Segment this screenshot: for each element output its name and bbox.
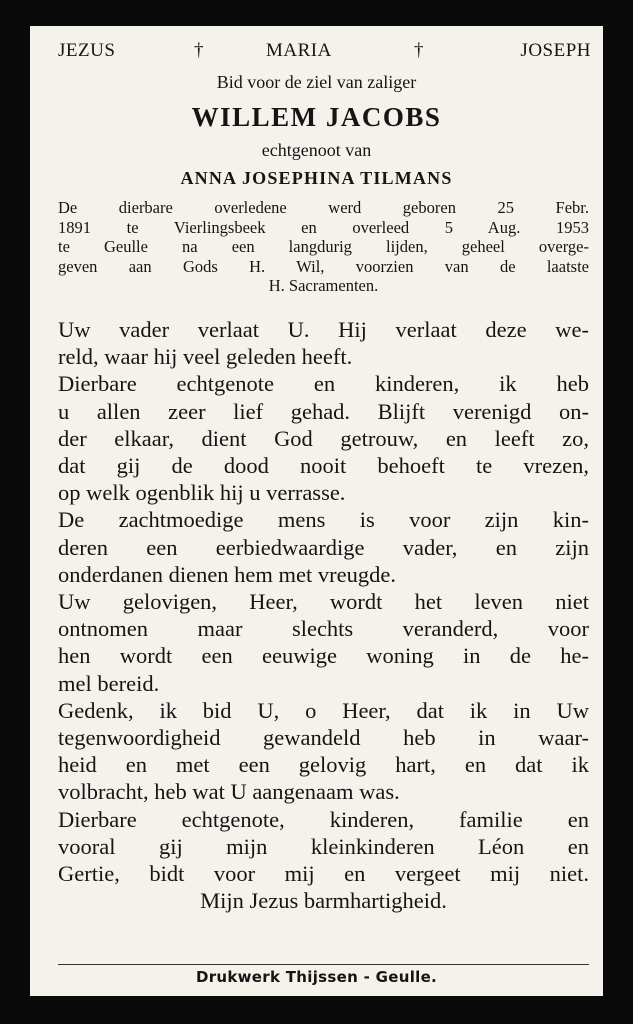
verse-line: Uw gelovigen, Heer, wordt het leven niet [58,589,589,615]
verse-line: u allen zeer lief gehad. Blijft verenigd on- [58,398,589,424]
biography [58,198,589,296]
biography-line: H. Sacramenten. [268,276,379,295]
verse-line: reld, waar hij veel geleden heeft. [58,344,353,370]
verse-line: Mijn Jezus barmhartigheid. [200,888,447,914]
cross-left-icon: † [194,40,204,61]
verse-line: hen wordt een eeuwige woning in de he- [58,643,589,669]
biography-line: 1891 te Vierlingsbeek en overleed 5 Aug. 1953 [58,217,589,237]
verse [58,316,589,914]
verse-line: onderdanen dienen hem met vreugde. [58,561,396,587]
printer-credit: Drukwerk Thijssen - Geulle. [195,968,438,986]
header-joseph: JOSEPH [520,40,591,61]
biography-line: te Geulle na een langdurig lijden, geheel overge- [58,237,589,256]
cross-right-icon: † [414,40,424,61]
verse-line: heid en met een gelovig hart, en dat ik [58,752,589,778]
biography-line: geven aan Gods H. Wil, voorzien van de laatste [58,256,589,276]
memorial-card [30,26,603,996]
prayer-line: Bid voor de ziel van zaliger [216,72,417,92]
spouse-label: echtgenoot van [261,140,372,160]
verse-line: volbracht, heb wat U aangenaam was. [58,779,400,805]
verse-line: Uw vader verlaat U. Hij verlaat deze we- [58,317,589,342]
verse-line: vooral gij mijn kleinkinderen Léon en [58,833,589,859]
header-jezus: JEZUS [58,40,116,61]
verse-line: tegenwoordigheid gewandeld heb in waar- [58,725,589,751]
header-maria: MARIA [266,40,332,61]
verse-line: deren een eerbiedwaardige vader, en zijn [58,534,589,560]
biography-line: De dierbare overledene werd geboren 25 Febr. [58,198,589,217]
verse-line: mel bereid. [58,670,160,696]
verse-line: Dierbare echtgenote, kinderen, familie en [58,806,589,832]
deceased-name: WILLEM JACOBS [191,102,442,132]
verse-line: De zachtmoedige mens is voor zijn kin- [58,507,589,533]
verse-line: Gedenk, ik bid U, o Heer, dat ik in Uw [58,697,589,723]
verse-line: Gertie, bidt voor mij en vergeet mij niet. [58,861,589,887]
verse-line: ontnomen maar slechts veranderd, voor [58,616,589,642]
divider [58,964,589,965]
verse-line: dat gij de dood nooit behoeft te vrezen, [58,453,589,479]
spouse-name: ANNA JOSEPHINA TILMANS [180,168,453,188]
header-row [30,40,603,66]
verse-line: Dierbare echtgenote en kinderen, ik heb [58,371,589,397]
verse-line: der elkaar, dient God getrouw, en leeft zo, [58,425,589,451]
verse-line: op welk ogenblik hij u verrasse. [58,480,346,506]
